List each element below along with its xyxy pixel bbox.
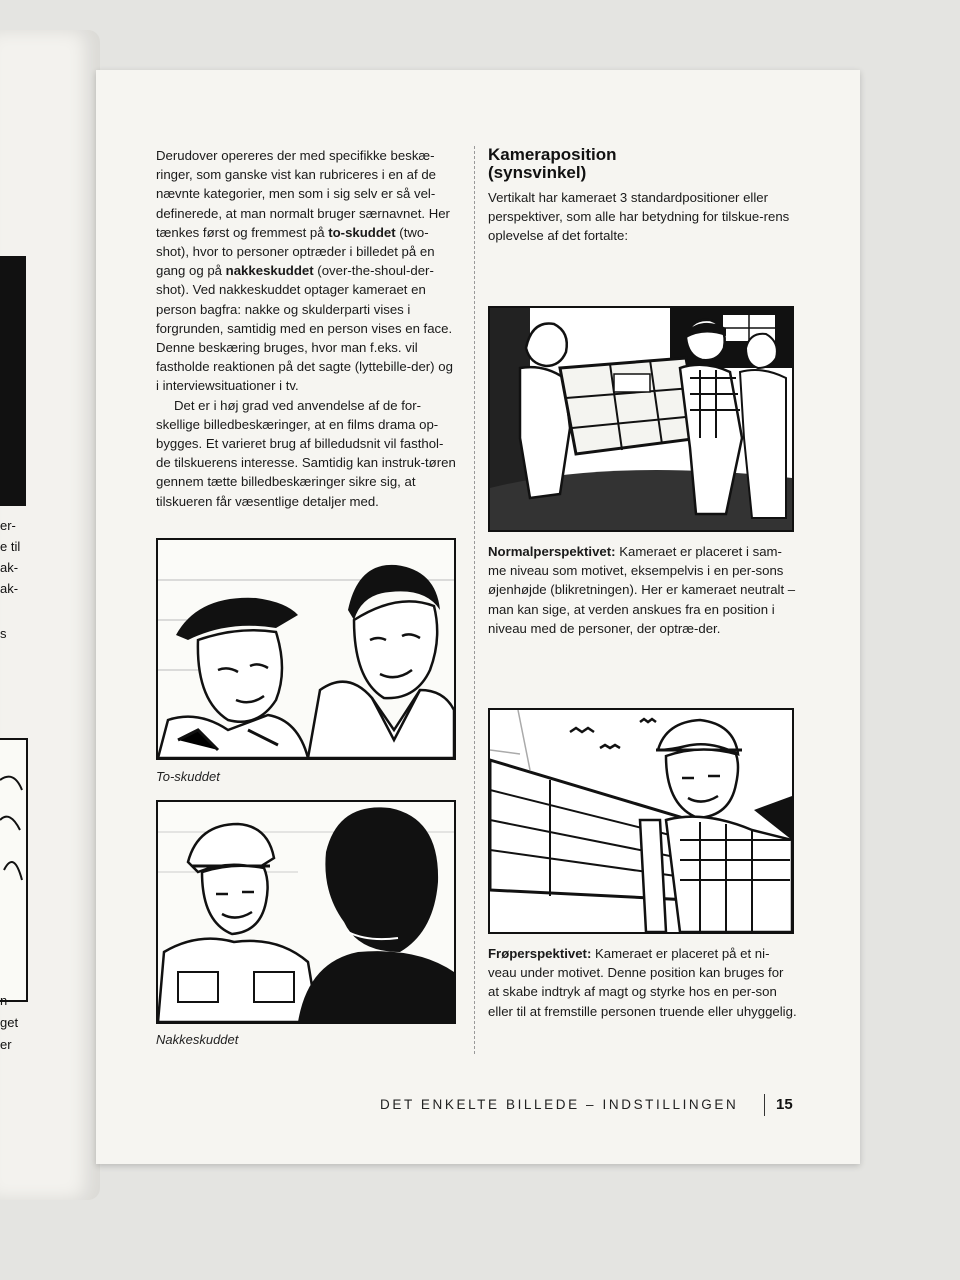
left-page-edge <box>0 30 100 1200</box>
body-text-left <box>156 146 456 511</box>
page-number: 15 <box>776 1096 793 1113</box>
term-toskuddet: to-skuddet <box>328 224 396 240</box>
left-page-image-fragment-2 <box>0 738 28 1002</box>
illustration-froeperspektivet <box>488 708 794 934</box>
book-page <box>96 70 860 1164</box>
caption-nakkeskuddet: Nakkeskuddet <box>156 1032 239 1047</box>
paragraph-1-part-3: (over-the-shoul-der-shot). Ved nakkeskuddet optager kameraet en person bagfra: nakke og skulderparti vises i forgrunden, samtidig med en person vises en face. Denne beskæring bruges, hvor man f.eks. vil fastholde reaktionen på det sagte (lyttebille-der) og i interviewsituationer i tv. <box>156 263 453 394</box>
left-text-fragment: er <box>0 1037 12 1052</box>
normalperspektivet-text <box>488 542 798 638</box>
normalperspektivet-description: Kameraet er placeret i sam-me niveau som motivet, eksempelvis i en per-sons øjenhøjde (blikretningen). Her er kameraet neutralt – man kan sige, at verden anskues fra en position i niveau med de personer, der optræ-der. <box>488 544 796 636</box>
term-normalperspektivet: Normalperspektivet: <box>488 544 616 559</box>
paragraph-1 <box>156 146 456 396</box>
column-divider <box>474 146 475 1054</box>
left-column <box>156 146 456 511</box>
left-text-fragment: ak- <box>0 560 19 575</box>
left-text-fragment: s <box>0 626 7 641</box>
section-heading <box>488 146 798 182</box>
left-text-fragment: n – <box>0 993 19 1008</box>
left-page-image-fragment <box>0 256 26 506</box>
paragraph-1-part-1: Derudover opereres der med specifikke beskæ-ringer, som ganske vist kan rubriceres i en af de nævnte kategorier, men som i sig selv er så vel-definerede, at man normalt bruger særnavnet. Her tænkes først og fremmest på <box>156 148 450 240</box>
caption-to-skuddet: To-skuddet <box>156 769 220 784</box>
heading-line-1: Kameraposition <box>488 145 617 164</box>
froeperspektivet-text <box>488 944 798 1021</box>
left-text-fragment: get <box>0 1015 19 1030</box>
paragraph-2: Det er i høj grad ved anvendelse af de for-skellige billedbeskæringer, at en films drama op-bygges. Et varieret brug af billedudsnit vil fasthol-de tilskuerens interesse. Samtidig kan instruk-tøren gennem tætte billedbeskæringer sikre sig, at tilskueren får væsentlige detaljer med. <box>156 397 456 509</box>
term-nakkeskuddet: nakkeskuddet <box>225 263 314 279</box>
illustration-nakkeskuddet <box>156 800 456 1024</box>
right-column <box>488 146 798 246</box>
term-froeperspektivet: Frøperspektivet: <box>488 946 592 961</box>
paragraph-1-part-2: (two-shot), hvor to personer optræder i billedet på en gang og på <box>156 224 435 279</box>
intro-text: Vertikalt har kameraet 3 standardpositioner eller perspektiver, som alle har betydning for tilskue-rens oplevelse af det fortalte: <box>488 190 790 244</box>
froeperspektivet-description: Kameraet er placeret på et ni-veau under motivet. Denne position kan bruges for at skabe indtryk af magt og styrke hos en per-son eller til at fremstille personen truende eller uhyggelig. <box>488 946 797 1019</box>
illustration-to-skuddet <box>156 538 456 760</box>
heading-line-2: (synsvinkel) <box>488 163 587 182</box>
running-title: DET ENKELTE BILLEDE – INDSTILLINGEN <box>380 1097 739 1112</box>
illustration-normalperspektivet <box>488 306 794 532</box>
left-text-fragment: er- <box>0 518 16 533</box>
left-text-fragment: e til <box>0 539 21 554</box>
footer-separator <box>764 1094 765 1116</box>
left-text-fragment: ak- <box>0 581 19 596</box>
